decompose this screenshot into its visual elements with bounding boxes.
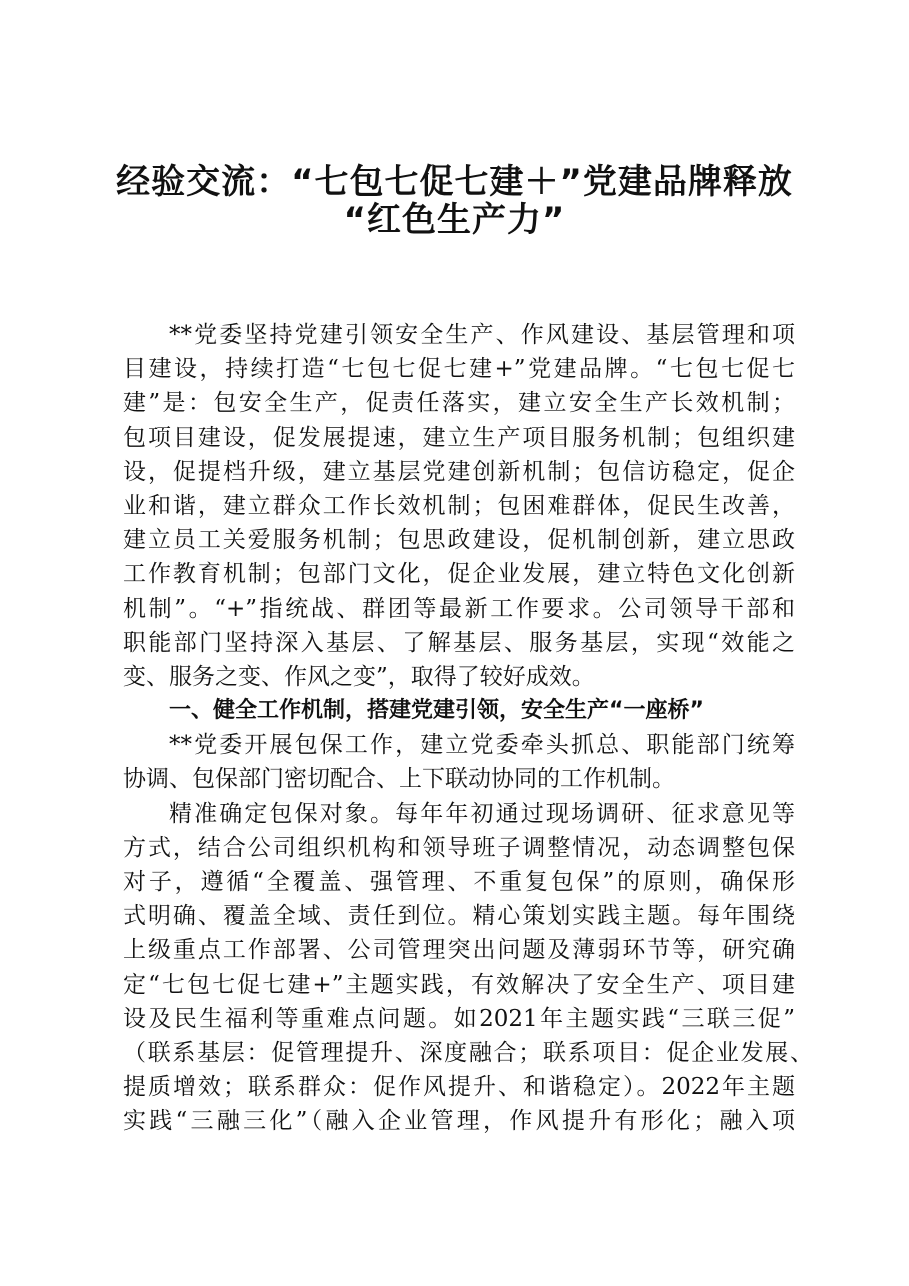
paragraph-line: 变、服务之变、作风之变”，取得了较好成效。 (123, 663, 595, 690)
paragraph-line: 协调、包保部门密切配合、上下联动协同的工作机制。 (123, 766, 675, 793)
section-heading: 一、健全工作机制，搭建党建引领，安全生产“一座桥” (169, 698, 704, 724)
paragraph-line: 设，促提档升级，建立基层党建创新机制；包信访稳定，促企 (123, 458, 795, 485)
paragraph-line: 提质增效；联系群众：促作风提升、和谐稳定）。2022年主题 (123, 1074, 795, 1101)
paragraph-line: 工作教育机制；包部门文化，促企业发展，建立特色文化创新 (123, 561, 795, 588)
document-title-line-2: “红色生产力” (343, 200, 566, 240)
paragraph-line: 对子，遵循“全覆盖、强管理、不重复包保”的原则，确保形 (123, 869, 795, 895)
paragraph-line: **党委坚持党建引领安全生产、作风建设、基层管理和项 (169, 322, 795, 348)
paragraph-line: 机制”。“+”指统战、群团等最新工作要求。公司领导干部和 (123, 595, 795, 622)
paragraph-line: 建立员工关爱服务机制；包思政建设，促机制创新，建立思政 (123, 527, 795, 554)
paragraph-line: 职能部门坚持深入基层、了解基层、服务基层，实现“效能之 (123, 629, 795, 656)
paragraph-line: 包项目建设，促发展提速，建立生产项目服务机制；包组织建 (123, 424, 795, 451)
paragraph-line: 方式，结合公司组织机构和领导班子调整情况，动态调整包保 (123, 834, 795, 861)
paragraph-line: 建”是：包安全生产，促责任落实，建立安全生产长效机制； (123, 390, 795, 417)
paragraph-line: 定“七包七促七建+”主题实践，有效解决了安全生产、项目建 (123, 971, 795, 998)
paragraph-line: 目建设，持续打造“七包七促七建+”党建品牌。“七包七促七 (123, 356, 795, 383)
paragraph-line: 实践“三融三化”（融入企业管理，作风提升有形化；融入项 (123, 1108, 795, 1135)
paragraph-line: 设及民生福利等重难点问题。如2021年主题实践“三联三促” (123, 1005, 795, 1032)
paragraph-line: （联系基层：促管理提升、深度融合；联系项目：促企业发展、 (123, 1039, 813, 1066)
paragraph-line: **党委开展包保工作，建立党委牵头抓总、职能部门统筹 (169, 732, 795, 759)
paragraph-line: 上级重点工作部署、公司管理突出问题及薄弱环节等，研究确 (123, 937, 795, 964)
paragraph-line: 业和谐，建立群众工作长效机制；包困难群体，促民生改善， (123, 492, 795, 519)
paragraph-line: 式明确、覆盖全域、责任到位。精心策划实践主题。每年围绕 (123, 903, 795, 930)
paragraph-line: 精准确定包保对象。每年年初通过现场调研、征求意见等 (169, 800, 795, 827)
document-title-line-1: 经验交流：“七包七促七建＋”党建品牌释放 (116, 162, 793, 202)
document-body (123, 318, 813, 1139)
